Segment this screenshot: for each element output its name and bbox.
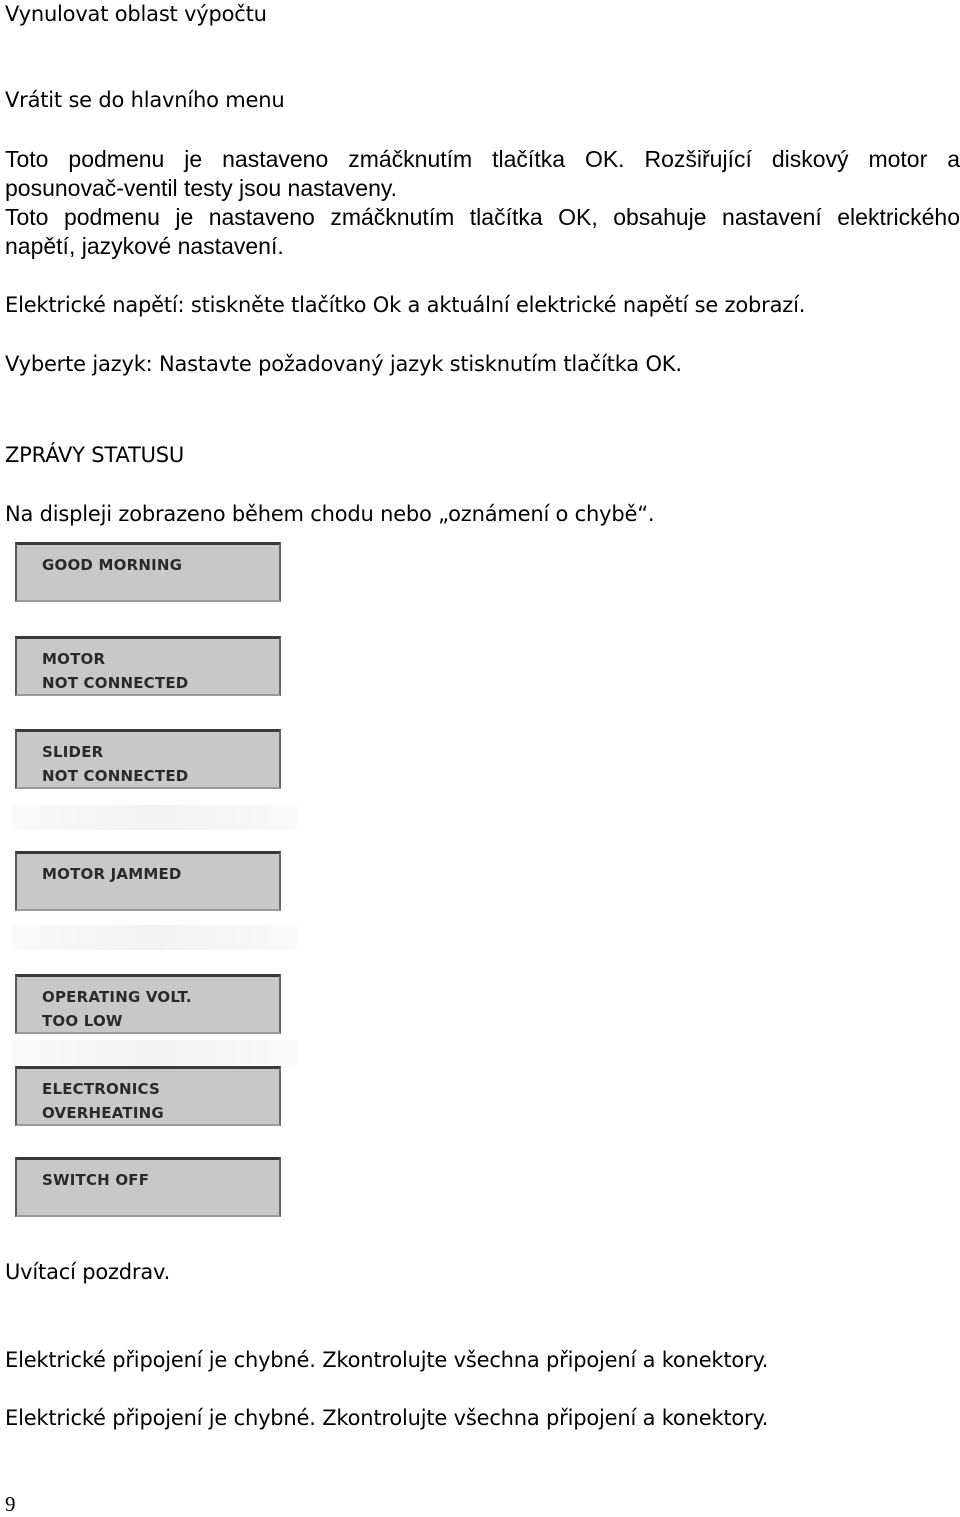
lcd-display-motor-not-connected bbox=[15, 636, 281, 696]
lcd-line-1: SLIDER bbox=[42, 743, 104, 761]
lcd-line-1: MOTOR bbox=[42, 650, 106, 668]
status-messages-heading: ZPRÁVY STATUSU bbox=[5, 443, 185, 467]
status-messages-intro: Na displeji zobrazeno během chodu nebo „oznámení o chybě“. bbox=[5, 502, 655, 526]
lcd-line-2: TOO LOW bbox=[42, 1012, 123, 1030]
lcd-display-electronics-overheating bbox=[15, 1066, 281, 1126]
lcd-display-motor-jammed bbox=[15, 851, 281, 911]
lcd-display-slider-not-connected bbox=[15, 729, 281, 789]
submenu-settings-line-2: napětí, jazykové nastavení. bbox=[5, 233, 284, 259]
connection-error-description-2: Elektrické připojení je chybné. Zkontrolujte všechna připojení a konektory. bbox=[5, 1406, 769, 1430]
scan-artifact bbox=[12, 805, 297, 830]
voltage-instruction: Elektrické napětí: stiskněte tlačítko Ok a aktuální elektrické napětí se zobrazí. bbox=[5, 293, 806, 317]
lcd-display-good-morning bbox=[15, 542, 281, 602]
lcd-line-2: NOT CONNECTED bbox=[42, 674, 189, 692]
lcd-display-switch-off bbox=[15, 1157, 281, 1217]
submenu-settings-line-1: Toto podmenu je nastaveno zmáčknutím tlačítka OK, obsahuje nastavení elektrického bbox=[5, 204, 960, 230]
lcd-line-2: NOT CONNECTED bbox=[42, 767, 189, 785]
language-instruction: Vyberte jazyk: Nastavte požadovaný jazyk stisknutím tlačítka OK. bbox=[5, 352, 682, 376]
lcd-line-1: GOOD MORNING bbox=[42, 556, 183, 574]
reset-area-line: Vynulovat oblast výpočtu bbox=[5, 2, 267, 26]
lcd-display-operating-volt-too-low bbox=[15, 974, 281, 1034]
submenu-test-line-2: posunovač-ventil testy jsou nastaveny. bbox=[5, 175, 398, 201]
submenu-test-line-1: Toto podmenu je nastaveno zmáčknutím tlačítka OK. Rozšiřující diskový motor a bbox=[5, 146, 960, 172]
lcd-line-2: OVERHEATING bbox=[42, 1104, 164, 1122]
return-menu-line: Vrátit se do hlavního menu bbox=[5, 88, 285, 112]
scan-artifact bbox=[12, 1040, 297, 1065]
lcd-line-1: MOTOR JAMMED bbox=[42, 865, 182, 883]
lcd-line-1: OPERATING VOLT. bbox=[42, 988, 192, 1006]
page-number: 9 bbox=[5, 1492, 16, 1516]
connection-error-description-1: Elektrické připojení je chybné. Zkontrolujte všechna připojení a konektory. bbox=[5, 1348, 769, 1372]
lcd-line-1: ELECTRONICS bbox=[42, 1080, 161, 1098]
welcome-description: Uvítací pozdrav. bbox=[5, 1260, 171, 1284]
scan-artifact bbox=[12, 925, 297, 950]
lcd-line-1: SWITCH OFF bbox=[42, 1171, 150, 1189]
